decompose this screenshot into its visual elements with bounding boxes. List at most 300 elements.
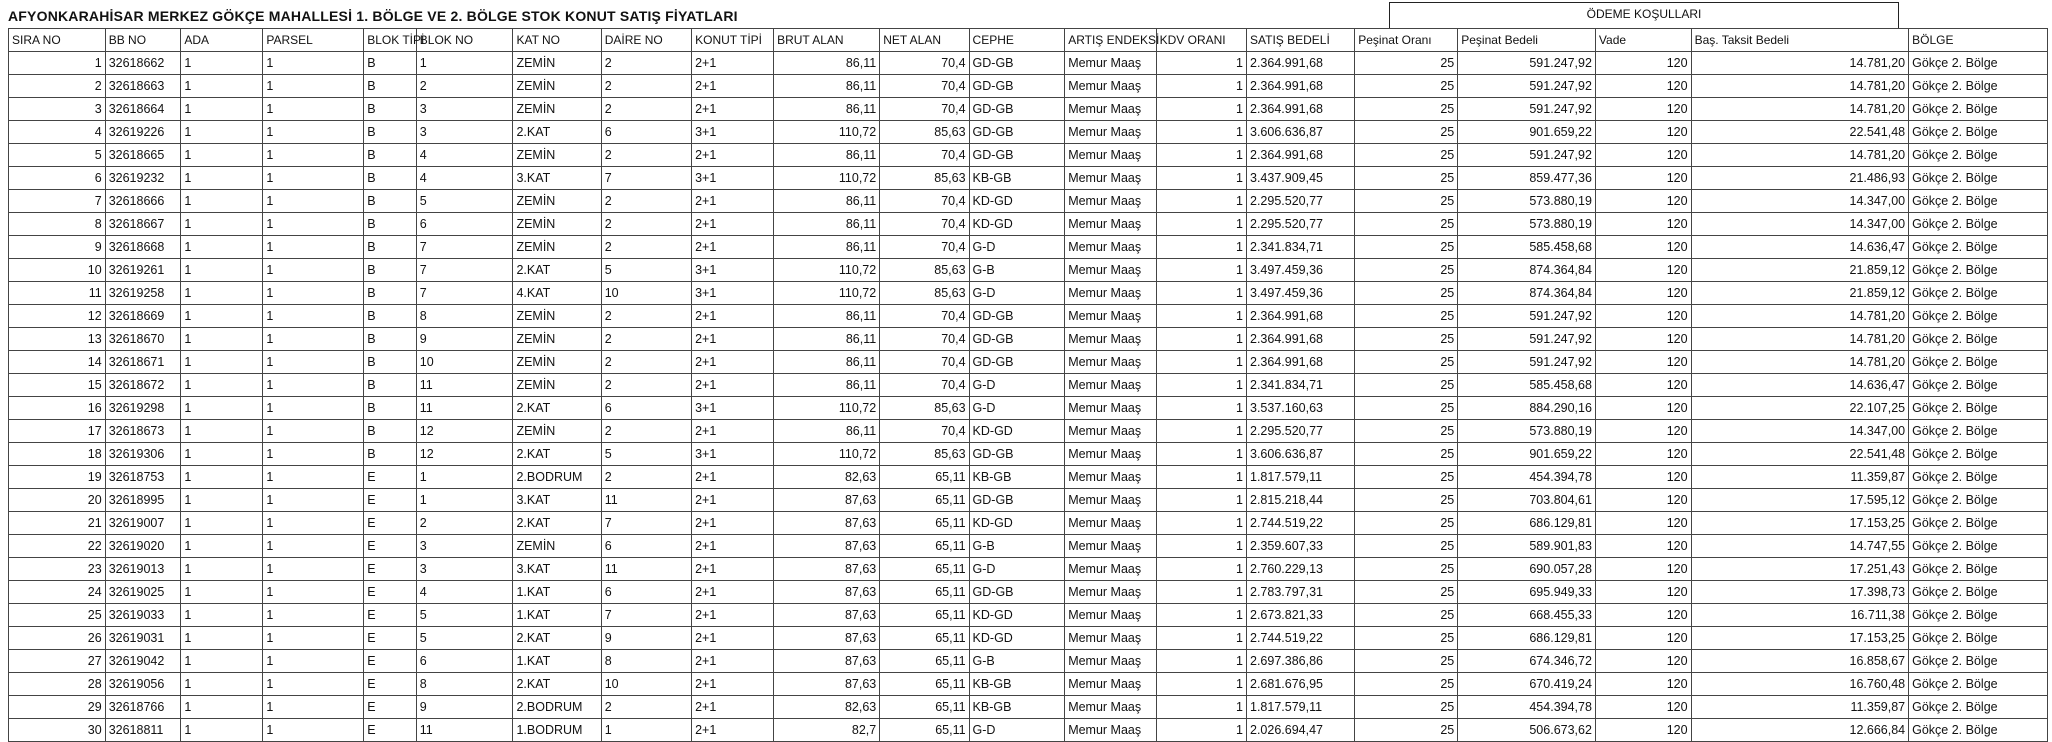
table-cell: Gökçe 2. Bölge [1909,121,2048,144]
table-cell: 11.359,87 [1691,466,1909,489]
table-cell: 120 [1595,121,1691,144]
table-cell: Gökçe 2. Bölge [1909,144,2048,167]
table-cell: B [364,420,417,443]
table-cell: 25 [1355,420,1458,443]
table-cell: Memur Maaş [1065,52,1156,75]
table-cell: Memur Maaş [1065,374,1156,397]
table-cell: 6 [601,535,691,558]
table-cell: 7 [416,259,513,282]
table-cell: 25 [1355,98,1458,121]
table-cell: 11 [416,374,513,397]
table-cell: 1 [1156,466,1246,489]
table-cell: 2.364.991,68 [1247,328,1355,351]
table-cell: 32619226 [105,121,181,144]
table-cell: B [364,190,417,213]
table-cell: 32618665 [105,144,181,167]
table-cell: 7 [601,512,691,535]
table-cell: 2.295.520,77 [1247,190,1355,213]
table-cell: 6 [416,650,513,673]
table-cell: 695.949,33 [1458,581,1596,604]
table-cell: 86,11 [774,144,880,167]
table-cell: 120 [1595,604,1691,627]
table-cell: Memur Maaş [1065,397,1156,420]
table-cell: 2+1 [692,328,774,351]
table-cell: 21 [9,512,106,535]
table-cell: 4 [9,121,106,144]
table-cell: 120 [1595,719,1691,742]
table-cell: 1 [263,604,364,627]
table-cell: 110,72 [774,282,880,305]
table-cell: 1 [263,75,364,98]
table-row [9,213,2048,236]
table-cell: 1 [181,167,263,190]
table-cell: 2.KAT [513,121,601,144]
table-cell: 1 [1156,259,1246,282]
table-cell: 3 [416,98,513,121]
table-cell: 454.394,78 [1458,466,1596,489]
table-cell: Gökçe 2. Bölge [1909,190,2048,213]
table-cell: ZEMİN [513,52,601,75]
table-cell: Memur Maaş [1065,604,1156,627]
sales-price-table [8,28,2048,742]
table-cell: 120 [1595,696,1691,719]
table-row [9,673,2048,696]
table-cell: 1 [181,604,263,627]
table-cell: 120 [1595,558,1691,581]
table-cell: 85,63 [880,167,969,190]
table-cell: 2.359.607,33 [1247,535,1355,558]
table-cell: 454.394,78 [1458,696,1596,719]
table-cell: B [364,305,417,328]
table-cell: 2.364.991,68 [1247,351,1355,374]
table-cell: 32619306 [105,443,181,466]
table-cell: 32619258 [105,282,181,305]
table-cell: 2.KAT [513,397,601,420]
table-cell: 2.341.834,71 [1247,236,1355,259]
table-cell: 16 [9,397,106,420]
table-cell: 1 [1156,282,1246,305]
table-cell: 25 [1355,305,1458,328]
table-cell: ZEMİN [513,190,601,213]
table-cell: 14.781,20 [1691,328,1909,351]
table-cell: KB-GB [969,673,1065,696]
table-cell: 85,63 [880,282,969,305]
table-cell: 859.477,36 [1458,167,1596,190]
column-header: Peşinat Oranı [1355,29,1458,52]
table-cell: 14.347,00 [1691,190,1909,213]
table-cell: Memur Maaş [1065,351,1156,374]
table-cell: Gökçe 2. Bölge [1909,282,2048,305]
table-cell: 2.697.386,86 [1247,650,1355,673]
table-cell: 17.153,25 [1691,512,1909,535]
table-cell: GD-GB [969,98,1065,121]
table-cell: 3 [416,121,513,144]
table-row [9,75,2048,98]
table-row [9,696,2048,719]
table-cell: 65,11 [880,673,969,696]
table-cell: 1 [181,190,263,213]
table-cell: 120 [1595,489,1691,512]
table-cell: 1 [1156,52,1246,75]
table-cell: 1 [1156,489,1246,512]
table-cell: 1 [181,328,263,351]
table-cell: 1 [181,144,263,167]
table-cell: 120 [1595,75,1691,98]
table-cell: 120 [1595,374,1691,397]
table-cell: 3+1 [692,259,774,282]
table-cell: B [364,328,417,351]
table-row [9,259,2048,282]
table-cell: 70,4 [880,328,969,351]
table-cell: 65,11 [880,489,969,512]
table-cell: 6 [9,167,106,190]
table-cell: 1 [181,236,263,259]
table-cell: 1 [1156,328,1246,351]
column-header: PARSEL [263,29,364,52]
table-cell: 2 [601,75,691,98]
table-cell: Gökçe 2. Bölge [1909,167,2048,190]
table-cell: 2.KAT [513,512,601,535]
table-cell: B [364,397,417,420]
table-cell: 1.BODRUM [513,719,601,742]
table-cell: 1 [1156,604,1246,627]
table-cell: 14.781,20 [1691,75,1909,98]
table-cell: 2.364.991,68 [1247,52,1355,75]
table-cell: 28 [9,673,106,696]
table-cell: ZEMİN [513,75,601,98]
table-cell: 573.880,19 [1458,213,1596,236]
table-cell: 120 [1595,52,1691,75]
table-cell: 85,63 [880,397,969,420]
table-cell: 120 [1595,581,1691,604]
table-cell: 591.247,92 [1458,52,1596,75]
column-header: CEPHE [969,29,1065,52]
table-cell: 3.606.636,87 [1247,121,1355,144]
table-cell: 2 [601,305,691,328]
table-cell: Memur Maaş [1065,420,1156,443]
table-cell: Memur Maaş [1065,558,1156,581]
table-cell: 1 [181,374,263,397]
table-cell: 32618664 [105,98,181,121]
column-header: BLOK TİPİ [364,29,417,52]
table-cell: 2.KAT [513,673,601,696]
table-cell: 674.346,72 [1458,650,1596,673]
table-cell: 1 [181,282,263,305]
table-cell: 24 [9,581,106,604]
table-cell: 120 [1595,190,1691,213]
column-header: NET ALAN [880,29,969,52]
table-cell: 2 [601,213,691,236]
table-cell: 10 [601,282,691,305]
table-cell: Memur Maaş [1065,673,1156,696]
table-cell: 120 [1595,673,1691,696]
table-cell: 21.859,12 [1691,259,1909,282]
table-cell: 25 [1355,512,1458,535]
table-cell: Gökçe 2. Bölge [1909,489,2048,512]
table-cell: 110,72 [774,259,880,282]
table-cell: 32618670 [105,328,181,351]
column-header: BÖLGE [1909,29,2048,52]
table-cell: 1 [1156,696,1246,719]
table-cell: Memur Maaş [1065,144,1156,167]
table-cell: E [364,466,417,489]
table-cell: 1 [181,98,263,121]
table-cell: 25 [1355,52,1458,75]
table-cell: 901.659,22 [1458,121,1596,144]
table-cell: ZEMİN [513,328,601,351]
table-cell: 1 [1156,558,1246,581]
table-cell: Gökçe 2. Bölge [1909,328,2048,351]
table-cell: 2 [601,190,691,213]
table-cell: 22.541,48 [1691,121,1909,144]
table-cell: 3.KAT [513,489,601,512]
table-cell: 1 [263,213,364,236]
table-cell: 1 [416,466,513,489]
table-cell: 1 [1156,374,1246,397]
table-cell: Memur Maaş [1065,121,1156,144]
table-row [9,443,2048,466]
table-cell: 506.673,62 [1458,719,1596,742]
table-cell: 1 [263,236,364,259]
column-header: KDV ORANI [1156,29,1246,52]
table-cell: 11 [601,558,691,581]
table-cell: 670.419,24 [1458,673,1596,696]
table-cell: E [364,535,417,558]
table-cell: 15 [9,374,106,397]
table-cell: 25 [1355,581,1458,604]
table-cell: 25 [1355,328,1458,351]
table-row [9,144,2048,167]
table-cell: 25 [1355,213,1458,236]
table-cell: 1 [263,167,364,190]
table-cell: 1 [181,719,263,742]
table-cell: Memur Maaş [1065,75,1156,98]
table-cell: 1 [263,673,364,696]
table-cell: 2+1 [692,558,774,581]
table-cell: 26 [9,627,106,650]
table-cell: 1 [181,535,263,558]
table-cell: 2 [601,466,691,489]
table-cell: 14.781,20 [1691,98,1909,121]
table-cell: 32618671 [105,351,181,374]
table-cell: 25 [1355,489,1458,512]
table-cell: Gökçe 2. Bölge [1909,650,2048,673]
table-cell: 32618766 [105,696,181,719]
table-cell: 21.486,93 [1691,167,1909,190]
table-cell: 70,4 [880,420,969,443]
table-cell: 70,4 [880,98,969,121]
table-cell: 3.KAT [513,558,601,581]
table-cell: 589.901,83 [1458,535,1596,558]
table-cell: 1 [263,696,364,719]
table-cell: 1 [1156,673,1246,696]
table-cell: 1 [601,719,691,742]
table-cell: GD-GB [969,75,1065,98]
table-cell: 1 [263,259,364,282]
table-row [9,581,2048,604]
table-cell: 120 [1595,305,1691,328]
table-cell: GD-GB [969,443,1065,466]
table-cell: 85,63 [880,121,969,144]
table-cell: 86,11 [774,213,880,236]
table-cell: 5 [9,144,106,167]
table-cell: 32618669 [105,305,181,328]
table-cell: 1.KAT [513,581,601,604]
table-row [9,190,2048,213]
table-cell: 2+1 [692,512,774,535]
table-cell: 25 [1355,121,1458,144]
table-cell: 22.107,25 [1691,397,1909,420]
table-cell: ZEMİN [513,535,601,558]
table-cell: 86,11 [774,98,880,121]
table-cell: 9 [416,328,513,351]
table-cell: 17.251,43 [1691,558,1909,581]
table-cell: 11.359,87 [1691,696,1909,719]
table-cell: 5 [416,190,513,213]
table-cell: 70,4 [880,351,969,374]
table-cell: 6 [601,581,691,604]
table-cell: 87,63 [774,558,880,581]
table-cell: Gökçe 2. Bölge [1909,397,2048,420]
table-cell: 82,63 [774,696,880,719]
table-cell: 1 [181,52,263,75]
table-cell: GD-GB [969,581,1065,604]
table-cell: Gökçe 2. Bölge [1909,305,2048,328]
table-cell: 585.458,68 [1458,236,1596,259]
table-cell: 65,11 [880,604,969,627]
table-cell: 86,11 [774,420,880,443]
table-cell: 32619033 [105,604,181,627]
table-cell: 2.783.797,31 [1247,581,1355,604]
table-cell: 1 [181,466,263,489]
table-row [9,121,2048,144]
table-cell: 3+1 [692,167,774,190]
table-cell: 14.781,20 [1691,351,1909,374]
table-row [9,98,2048,121]
table-cell: 573.880,19 [1458,420,1596,443]
table-cell: Gökçe 2. Bölge [1909,512,2048,535]
table-cell: 884.290,16 [1458,397,1596,420]
table-cell: 17 [9,420,106,443]
table-cell: 2+1 [692,52,774,75]
table-cell: 8 [601,650,691,673]
table-cell: 2.760.229,13 [1247,558,1355,581]
table-cell: 1 [181,351,263,374]
table-cell: 2.681.676,95 [1247,673,1355,696]
table-header-row [9,29,2048,52]
table-cell: 7 [416,236,513,259]
table-cell: 23 [9,558,106,581]
table-cell: 32619232 [105,167,181,190]
table-cell: 1 [263,98,364,121]
table-cell: 2.341.834,71 [1247,374,1355,397]
table-cell: 591.247,92 [1458,351,1596,374]
table-cell: 1 [9,52,106,75]
table-cell: 1 [181,512,263,535]
table-cell: G-D [969,558,1065,581]
table-cell: 32618673 [105,420,181,443]
table-cell: 86,11 [774,52,880,75]
table-cell: 87,63 [774,535,880,558]
table-cell: 120 [1595,650,1691,673]
table-cell: 22 [9,535,106,558]
column-header: KONUT TİPİ [692,29,774,52]
table-cell: 110,72 [774,167,880,190]
table-cell: 2.026.694,47 [1247,719,1355,742]
table-cell: 901.659,22 [1458,443,1596,466]
table-cell: 3.497.459,36 [1247,259,1355,282]
table-cell: 120 [1595,213,1691,236]
table-cell: E [364,489,417,512]
table-cell: 16.711,38 [1691,604,1909,627]
table-cell: 1.KAT [513,650,601,673]
table-cell: 1 [1156,581,1246,604]
table-cell: B [364,443,417,466]
table-cell: Memur Maaş [1065,190,1156,213]
table-cell: 25 [1355,259,1458,282]
table-cell: 3.497.459,36 [1247,282,1355,305]
table-cell: 14.636,47 [1691,374,1909,397]
table-cell: ZEMİN [513,144,601,167]
table-cell: KD-GD [969,420,1065,443]
table-cell: 27 [9,650,106,673]
table-cell: 70,4 [880,213,969,236]
table-cell: 1 [181,627,263,650]
table-cell: 17.153,25 [1691,627,1909,650]
table-cell: 9 [416,696,513,719]
payment-terms-group-header: ÖDEME KOŞULLARI [1389,2,1899,28]
table-cell: 2+1 [692,305,774,328]
table-cell: GD-GB [969,351,1065,374]
table-cell: 25 [1355,604,1458,627]
table-row [9,167,2048,190]
table-cell: 1 [263,512,364,535]
table-cell: GD-GB [969,328,1065,351]
table-cell: 591.247,92 [1458,98,1596,121]
table-cell: 3.537.160,63 [1247,397,1355,420]
table-cell: 2 [601,98,691,121]
table-cell: 32619042 [105,650,181,673]
table-cell: Memur Maaş [1065,466,1156,489]
table-cell: 5 [601,443,691,466]
table-cell: B [364,374,417,397]
table-cell: 3+1 [692,282,774,305]
table-cell: 25 [1355,282,1458,305]
table-cell: KB-GB [969,466,1065,489]
table-row [9,650,2048,673]
table-cell: 2+1 [692,489,774,512]
table-cell: Memur Maaş [1065,489,1156,512]
table-cell: B [364,351,417,374]
table-cell: 87,63 [774,512,880,535]
table-cell: 11 [9,282,106,305]
table-row [9,627,2048,650]
table-cell: 2+1 [692,420,774,443]
table-cell: 18 [9,443,106,466]
table-cell: B [364,167,417,190]
table-cell: E [364,604,417,627]
table-cell: 1 [263,305,364,328]
table-cell: G-B [969,535,1065,558]
table-cell: 120 [1595,351,1691,374]
table-row [9,489,2048,512]
table-cell: 1.817.579,11 [1247,696,1355,719]
table-cell: E [364,650,417,673]
column-header: DAİRE NO [601,29,691,52]
table-cell: 25 [1355,466,1458,489]
table-cell: 1 [263,52,364,75]
table-cell: 4 [416,144,513,167]
